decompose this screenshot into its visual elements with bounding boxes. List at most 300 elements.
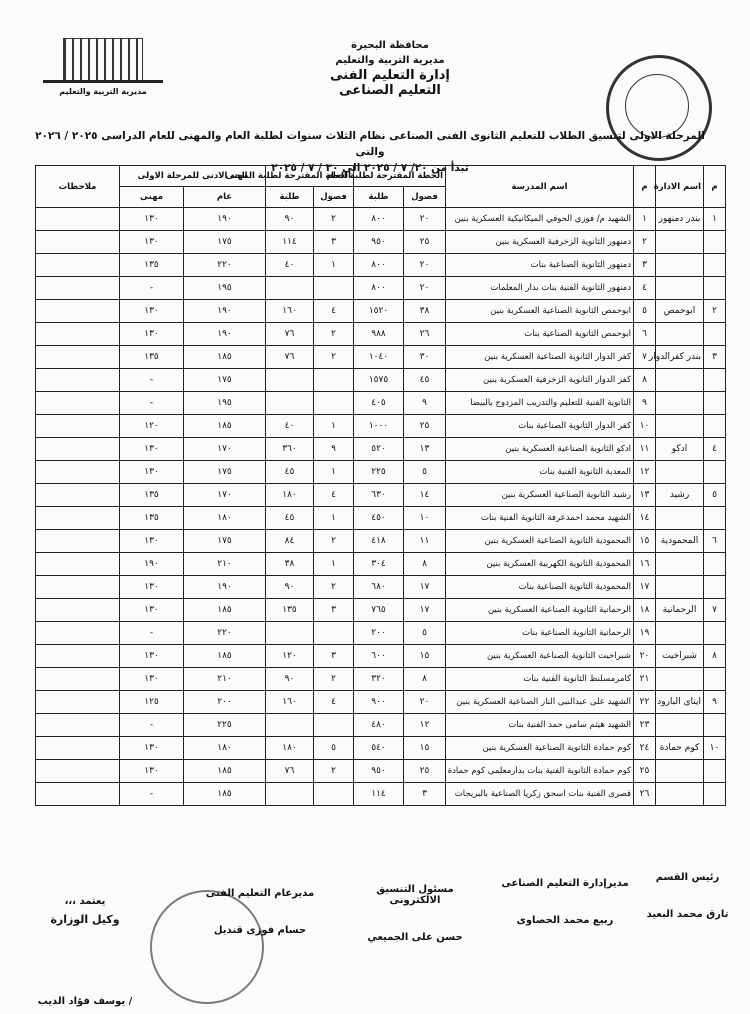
cell-pc: ٣ [314,645,354,668]
cell-school: شبراخيت الثانوية الصناعية العسكرية بنين [446,645,634,668]
cell-n: ٢ [634,231,656,254]
cell-gs: ٨٠٠ [354,208,404,231]
table-row [36,323,726,346]
cell-idara: كوم حمادة [656,737,704,760]
sig-title: يعتمد ،،، [64,896,106,907]
cell-gc: ١٧ [404,599,446,622]
cell-min_g: ١٩٥ [184,392,266,415]
cell-gs: ٨٠٠ [354,277,404,300]
cell-gs: ٩٨٨ [354,323,404,346]
cell-m [704,622,726,645]
cell-idara [656,507,704,530]
cell-gs: ٦٣٠ [354,484,404,507]
cell-school: رشيد الثانوية الصناعية العسكرية بنين [446,484,634,507]
cell-min_g: ١٨٠ [184,737,266,760]
cell-min_p: ١٢٠ [120,415,184,438]
cell-gc: ٢٥ [404,415,446,438]
cell-pc: ٢ [314,208,354,231]
cell-ps: ٧٦ [266,760,314,783]
cell-min_p: ١٣٠ [120,231,184,254]
cell-n: ٥ [634,300,656,323]
cell-ps: ١١٤ [266,231,314,254]
cell-gs: ٢٢٥ [354,461,404,484]
cell-pc: ٣ [314,599,354,622]
cell-min_p: ١٣٠ [120,208,184,231]
cell-school: الرحمانية الثانوية الصناعية بنات [446,622,634,645]
admission-table [35,165,726,806]
cell-notes [36,438,120,461]
cell-n: ٢٤ [634,737,656,760]
cell-gc: ٢٠ [404,208,446,231]
cell-gs: ٤٨٠ [354,714,404,737]
cell-school: ابوحمص الثانوية الصناعية بنات [446,323,634,346]
cell-pc: ١ [314,415,354,438]
cell-gc: ٣٨ [404,300,446,323]
cell-min_g: ١٧٠ [184,438,266,461]
cell-notes [36,530,120,553]
cell-ps: ١٨٠ [266,737,314,760]
cell-n: ١ [634,208,656,231]
cell-n: ٦ [634,323,656,346]
cell-idara: بندر كفرالدوار [656,346,704,369]
cell-min_g: ١٧٥ [184,231,266,254]
cell-m [704,783,726,806]
cell-min_p: ١٣٥ [120,507,184,530]
cell-ps: ١٣٥ [266,599,314,622]
cell-ps: ١٦٠ [266,300,314,323]
cell-gs: ٩٠٠ [354,691,404,714]
cell-m: ١٠ [704,737,726,760]
cell-school: دمنهور الثانوية الزخرفية العسكرية بنين [446,231,634,254]
cell-school: الثانوية الفنية للتعليم والتدريب المزدوج بالبيضا [446,392,634,415]
cell-pc [314,783,354,806]
cell-min_p: ١٣٠ [120,323,184,346]
title-line-2: تبدأ من ٢٠/ ٧ / ٢٠٢٥ الى ٣٠ / ٧ / ٢٠٢٥ [271,162,469,174]
cell-min_p: - [120,783,184,806]
cell-min_g: ٢٢٥ [184,714,266,737]
cell-idara: بندر دمنهور [656,208,704,231]
cell-gs: ٤٥٠ [354,507,404,530]
col-min-prof: مهنى [120,187,184,208]
building-emblem-icon [43,30,163,83]
cell-school: كفر الدوار الثانوية الصناعية بنات [446,415,634,438]
cell-school: المحمودية الثانوية الصناعية بنات [446,576,634,599]
cell-gs: ٩٥٠ [354,760,404,783]
cell-notes [36,783,120,806]
cell-school: الشهيد على عبدالنبى النار الصناعية العسكرية بنين [446,691,634,714]
cell-idara [656,323,704,346]
cell-idara [656,369,704,392]
cell-school: الرحمانية الثانوية الصناعية العسكرية بنين [446,599,634,622]
cell-m [704,415,726,438]
col-min: الحد الادنى للمرحلة الاولى [120,166,266,187]
cell-min_p: ١٣٠ [120,530,184,553]
cell-idara: ايتاى البارود [656,691,704,714]
cell-notes [36,346,120,369]
cell-notes [36,231,120,254]
cell-gc: ١٢ [404,714,446,737]
cell-m [704,392,726,415]
cell-ps [266,622,314,645]
cell-gc: ٣٠ [404,346,446,369]
cell-idara [656,461,704,484]
cell-n: ٨ [634,369,656,392]
cell-notes [36,369,120,392]
cell-notes [36,507,120,530]
cell-ps: ١٨٠ [266,484,314,507]
cell-ps [266,369,314,392]
cell-min_p: ١٣٠ [120,438,184,461]
cell-notes [36,691,120,714]
cell-gc: ١٠ [404,507,446,530]
cell-ps [266,277,314,300]
cell-pc [314,392,354,415]
cell-min_p: ١٣٠ [120,737,184,760]
cell-ps: ١٦٠ [266,691,314,714]
cell-notes [36,622,120,645]
cell-min_p: ١٣٠ [120,300,184,323]
table-row [36,714,726,737]
table-row [36,576,726,599]
cell-school: المحمودية الثانوية الكهربية العسكرية بنين [446,553,634,576]
cell-idara [656,415,704,438]
cell-school: الشهيد م/ فوزي الحوفي الميكانيكية العسكرية بنين [446,208,634,231]
cell-ps: ٩٠ [266,208,314,231]
cell-n: ١٠ [634,415,656,438]
cell-school: المعدية الثانوية الفنية بنات [446,461,634,484]
cell-idara [656,553,704,576]
cell-gc: ٥ [404,622,446,645]
cell-ps: ٩٠ [266,668,314,691]
table-row [36,783,726,806]
cell-pc: ٢ [314,760,354,783]
department: إدارة التعليم الفنى [330,68,450,83]
cell-m [704,254,726,277]
cell-min_g: ١٧٥ [184,461,266,484]
sig-name: تارق محمد البعيد [646,909,729,920]
cell-gs: ٥٤٠ [354,737,404,760]
cell-gc: ٢٠ [404,691,446,714]
cell-ps: ٨٤ [266,530,314,553]
cell-gc: ١٥ [404,645,446,668]
cell-school: الشهيد محمد احمدعرفة الثانوية الفنية بنات [446,507,634,530]
cell-gc: ١١ [404,530,446,553]
cell-notes [36,415,120,438]
col-plan-prof: الخطة المقترحة لطلبة المهنى [266,166,354,187]
table-row [36,300,726,323]
cell-school: دمنهور الثانوية الصناعية بنات [446,254,634,277]
cell-gc: ٢٦ [404,323,446,346]
cell-m: ٨ [704,645,726,668]
cell-min_g: ٢١٠ [184,668,266,691]
cell-n: ١٦ [634,553,656,576]
cell-n: ٢٣ [634,714,656,737]
cell-m [704,553,726,576]
cell-n: ٩ [634,392,656,415]
cell-min_g: ٢٠٠ [184,691,266,714]
cell-min_g: ١٩٠ [184,300,266,323]
cell-school: ابوحمص الثانوية الصناعية العسكرية بنين [446,300,634,323]
cell-ps: ٩٠ [266,576,314,599]
cell-idara [656,783,704,806]
table-body [36,208,726,806]
table-row [36,760,726,783]
col-p-students: طلبة [266,187,314,208]
cell-pc [314,622,354,645]
cell-idara [656,231,704,254]
cell-ps: ٤٠ [266,415,314,438]
cell-gs: ٤١٨ [354,530,404,553]
cell-idara [656,392,704,415]
cell-min_g: ١٨٥ [184,599,266,622]
cell-gc: ٢٥ [404,760,446,783]
cell-ps [266,783,314,806]
cell-gs: ٣٢٠ [354,668,404,691]
cell-gc: ٨ [404,553,446,576]
cell-m: ٣ [704,346,726,369]
cell-school: كفر الدوار الثانوية الزخرفية العسكرية بنين [446,369,634,392]
ministry-logo [38,30,168,114]
table-row [36,645,726,668]
governorate: محافظة البحيرة [351,40,429,51]
cell-gs: ١٥٢٠ [354,300,404,323]
table-row [36,484,726,507]
cell-gs: ٢٠٠ [354,622,404,645]
cell-min_g: ١٧٥ [184,530,266,553]
cell-min_g: ٢١٠ [184,553,266,576]
sig-title: مسئول التنسيق الالكترونى [376,884,454,906]
cell-min_p: - [120,369,184,392]
cell-idara: رشيد [656,484,704,507]
cell-gc: ٨ [404,668,446,691]
cell-min_g: ١٨٠ [184,507,266,530]
cell-gs: ٦٨٠ [354,576,404,599]
cell-pc [314,714,354,737]
table-row [36,553,726,576]
cell-notes [36,461,120,484]
cell-m [704,461,726,484]
col-min-general: عام [184,187,266,208]
cell-notes [36,484,120,507]
cell-m [704,576,726,599]
cell-min_g: ١٨٥ [184,346,266,369]
cell-school: كفر الدوار الثانوية الصناعية العسكرية بنين [446,346,634,369]
cell-n: ١٩ [634,622,656,645]
table-row [36,599,726,622]
cell-gc: ٣ [404,783,446,806]
cell-min_p: ١٣٥ [120,346,184,369]
cell-min_g: ٢٢٠ [184,254,266,277]
sig-title: رئيس القسم [655,872,720,883]
cell-min_g: ١٩٠ [184,576,266,599]
cell-n: ١١ [634,438,656,461]
cell-gs: ٨٠٠ [354,254,404,277]
logo-caption: مديرية التربية والتعليم [59,87,147,96]
col-m: م [704,166,726,208]
cell-min_p: ١٣٠ [120,668,184,691]
table-row [36,277,726,300]
cell-m [704,760,726,783]
cell-gs: ١١٤ [354,783,404,806]
cell-m: ٩ [704,691,726,714]
cell-m [704,231,726,254]
cell-idara [656,668,704,691]
cell-gc: ٢٥ [404,231,446,254]
cell-notes [36,668,120,691]
cell-school: دمنهور الثانوية الفنية بنات بدار المعلمات [446,277,634,300]
cell-idara [656,622,704,645]
cell-min_g: ١٧٠ [184,484,266,507]
cell-notes [36,254,120,277]
cell-gs: ٥٢٠ [354,438,404,461]
cell-idara [656,576,704,599]
table-row [36,737,726,760]
cell-pc: ٤ [314,300,354,323]
col-g-students: طلبة [354,187,404,208]
cell-pc: ٩ [314,438,354,461]
cell-m: ٧ [704,599,726,622]
cell-min_p: ١٢٥ [120,691,184,714]
cell-m [704,277,726,300]
cell-pc [314,277,354,300]
col-p-classes: فصول [314,187,354,208]
cell-ps: ٤٥ [266,461,314,484]
cell-n: ٢١ [634,668,656,691]
cell-idara [656,714,704,737]
cell-gc: ١٥ [404,737,446,760]
cell-min_p: ١٣٥ [120,254,184,277]
table-row [36,208,726,231]
col-idara: اسم الادارة [656,166,704,208]
sig-name: حسام فوزى قنديل [213,925,307,936]
cell-notes [36,599,120,622]
cell-n: ١٤ [634,507,656,530]
table-row [36,415,726,438]
cell-min_p: ١٣٥ [120,484,184,507]
cell-gs: ١٥٧٥ [354,369,404,392]
cell-idara: الرحمانية [656,599,704,622]
sub-department: التعليم الصناعى [339,83,441,98]
cell-min_p: - [120,277,184,300]
cell-pc: ٢ [314,668,354,691]
table-row [36,369,726,392]
cell-min_g: ١٨٥ [184,645,266,668]
cell-pc: ٢ [314,323,354,346]
cell-m: ٥ [704,484,726,507]
cell-pc: ٣ [314,231,354,254]
signature-head-of-section [640,872,735,920]
cell-ps: ٤٠ [266,254,314,277]
cell-n: ٢٥ [634,760,656,783]
cell-min_g: ١٧٥ [184,369,266,392]
cell-gs: ١٠٤٠ [354,346,404,369]
cell-min_g: ١٨٥ [184,783,266,806]
cell-ps [266,392,314,415]
cell-min_p: - [120,392,184,415]
cell-school: ادكو الثانوية الصناعية العسكرية بنين [446,438,634,461]
cell-ps: ١٢٠ [266,645,314,668]
cell-gc: ٤٥ [404,369,446,392]
cell-n: ١٧ [634,576,656,599]
cell-notes [36,645,120,668]
cell-pc: ٤ [314,691,354,714]
cell-min_g: ١٨٥ [184,415,266,438]
table-row [36,438,726,461]
cell-n: ٢٦ [634,783,656,806]
cell-school: المحمودية الثانوية الصناعية العسكرية بنين [446,530,634,553]
col-notes: ملاحظات [36,166,120,208]
signature-director-general [200,888,320,936]
cell-n: ١٣ [634,484,656,507]
sig-title: مديرعام التعليم الفنى [205,888,315,899]
cell-ps: ٤٥ [266,507,314,530]
cell-gs: ٤٠٥ [354,392,404,415]
cell-min_p: ١٣٠ [120,461,184,484]
cell-min_g: ١٩٠ [184,323,266,346]
cell-gs: ١٠٠٠ [354,415,404,438]
title-line-1: المرحلة الاولى لتنسيق الطلاب للتعليم الثانوى الفنى الصناعى نظام الثلاث سنوات لطلبة العام والمهنى للعام الدراسى ٢٠٢٥ / ٢٠٢٦ والتى [35,130,705,158]
cell-n: ٧ [634,346,656,369]
cell-gc: ٢٠ [404,277,446,300]
cell-min_g: ١٩٠ [184,208,266,231]
sig-name: ربيع محمد الحصاوى [516,915,614,926]
cell-n: ١٢ [634,461,656,484]
cell-n: ١٨ [634,599,656,622]
cell-ps: ٧٦ [266,346,314,369]
signature-coordinator [350,884,480,943]
cell-idara [656,277,704,300]
col-plan-general: الخطة المقترحة لطلبة العام [354,166,446,187]
sig-title: مديرإدارة التعليم الصناعى [501,878,629,889]
cell-n: ٤ [634,277,656,300]
cell-m: ٢ [704,300,726,323]
table-row [36,507,726,530]
cell-ps [266,714,314,737]
table-row [36,530,726,553]
cell-gc: ٩ [404,392,446,415]
cell-min_p: ١٩٠ [120,553,184,576]
cell-m [704,668,726,691]
directorate: مديرية التربية والتعليم [335,55,445,66]
table-row [36,254,726,277]
cell-min_g: ١٩٥ [184,277,266,300]
cell-school: قصرى الفنية بنات اسحق زكريا الصناعية بالبريجات [446,783,634,806]
sig-name: حسن على الجميعي [367,932,463,943]
cell-pc: ٥ [314,737,354,760]
cell-pc: ١ [314,553,354,576]
cell-notes [36,553,120,576]
table-row [36,392,726,415]
cell-pc: ١ [314,461,354,484]
cell-min_p: ١٣٠ [120,576,184,599]
cell-min_p: ١٣٠ [120,760,184,783]
cell-gs: ٣٠٤ [354,553,404,576]
cell-gc: ١٣ [404,438,446,461]
cell-n: ١٥ [634,530,656,553]
cell-gc: ١٧ [404,576,446,599]
cell-school: كامرمسلنظ الثانوية الفنية بنات [446,668,634,691]
cell-m: ٦ [704,530,726,553]
cell-m [704,369,726,392]
sig-name: وكيل الوزارة [50,913,120,926]
cell-gs: ٩٥٠ [354,231,404,254]
cell-notes [36,323,120,346]
cell-school: الشهيد هيثم سامى حمد الفنية بنات [446,714,634,737]
cell-idara: شبراخيت [656,645,704,668]
sig-signature: / يوسف فؤاد الديب [37,996,133,1007]
cell-min_p: ١٣٠ [120,645,184,668]
cell-school: كوم حمادة الثانوية الصناعية العسكرية بنين [446,737,634,760]
